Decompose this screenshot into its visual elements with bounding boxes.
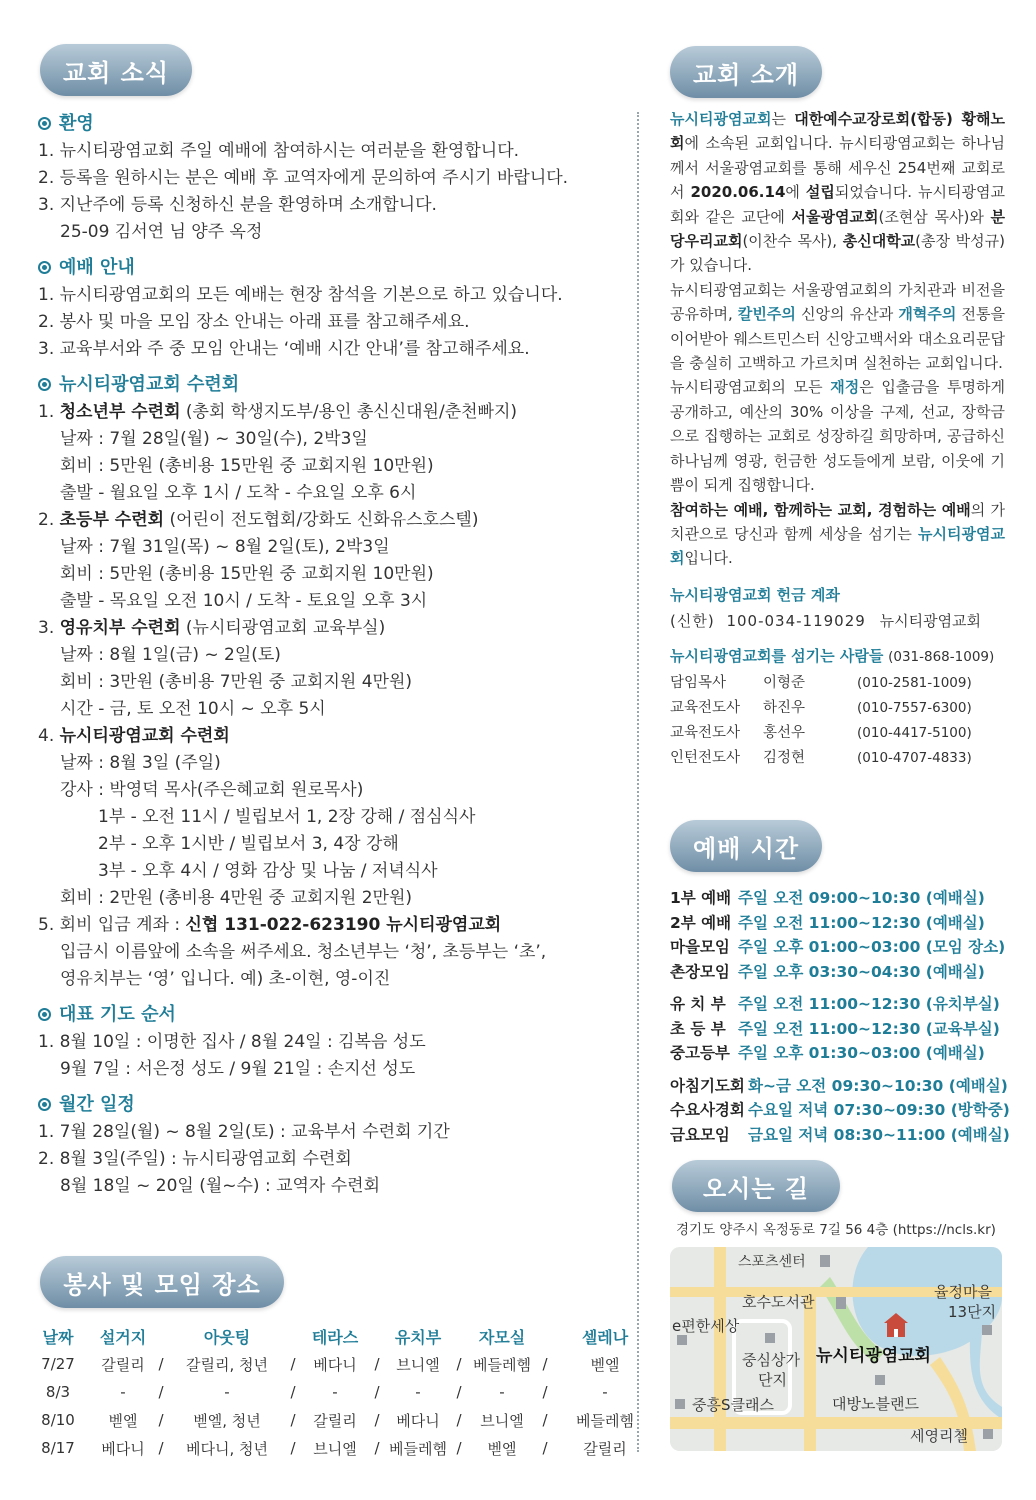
schedule-row (670, 992, 1010, 1017)
offering-block (670, 583, 1005, 634)
schedule-row (670, 1074, 1010, 1099)
schedule-value: 주일 오전 11:00~12:30 (예배실) (738, 913, 985, 932)
staff-title: 뉴시티광염교회를 섬기는 사람들 (670, 646, 884, 665)
retreat-youth (38, 399, 628, 426)
serve-separator: / (158, 1439, 164, 1457)
news-column (38, 110, 628, 1200)
retreat-detail: 회비 : 3만원 (총비용 7만원 중 교회지원 4만원) (60, 672, 413, 692)
serve-separator: / (158, 1383, 164, 1401)
welcome-line: 1. 뉴시티광염교회 주일 예배에 참여하시는 여러분을 환영합니다. (38, 141, 520, 161)
intro-highlight: 칼빈주의 (737, 305, 796, 324)
intro-bold: 분당우리교회 (670, 207, 1005, 251)
serve-cell: 8/3 (45, 1383, 71, 1401)
serve-cell: 갈릴리 (583, 1439, 627, 1458)
serve-cell: 벧엘 (108, 1411, 138, 1430)
retreat-name: 초등부 수련회 (59, 510, 165, 530)
schedule-value: 수요일 저녁 07:30~09:30 (방학중) (748, 1101, 1010, 1119)
welcome-line: 2. 등록을 원하시는 분은 예배 후 교역자에게 문의하여 주시기 바랍니다. (38, 168, 569, 188)
bullet-icon (38, 378, 51, 391)
serve-header-cell: 아웃팅 (203, 1327, 251, 1347)
map-label-yuljeong-2: 13단지 (948, 1303, 997, 1321)
header-directions: 오시는 길 (672, 1160, 840, 1212)
staff-table (670, 671, 997, 771)
intro-paragraph (670, 498, 1005, 571)
intro-text-span: 의 가치관으로 당신과 함께 세상을 섬기는 (670, 500, 1005, 543)
column-divider (637, 112, 639, 1452)
staff-title-line (670, 644, 1005, 669)
retreat-elementary (38, 507, 628, 534)
welcome-section (38, 110, 628, 246)
retreat-place: (어린이 전도협회/강화도 신화유스호스텔) (164, 510, 479, 530)
serve-separator (78, 1350, 92, 1378)
retreat-title (38, 371, 628, 399)
monthly-line: 2. 8월 3일(주일) : 뉴시티광염교회 수련회 (38, 1149, 352, 1169)
map-label-mall-1: 중심상가 (742, 1351, 800, 1369)
serve-separator: / (290, 1439, 296, 1457)
map-label-library: 호수도서관 (742, 1293, 815, 1311)
intro-bold: 참여하는 예배, 함께하는 교회, 경험하는 예배 (670, 500, 971, 519)
serve-row (38, 1406, 658, 1434)
staff-role: 교육전도사 (670, 725, 741, 742)
worship-line: 1. 뉴시티광염교회의 모든 예배는 현장 참석을 기본으로 하고 있습니다. (38, 285, 563, 305)
schedule-label: 아침기도회 (670, 1076, 745, 1095)
staff-phone: (010-2581-1009) (857, 675, 972, 692)
serve-separator: / (290, 1411, 296, 1429)
serve-cell: 브니엘 (313, 1439, 357, 1458)
map-label-eplace: e편한세상 (672, 1317, 740, 1335)
serve-cell: 브니엘 (480, 1411, 524, 1430)
intro-text-span: 입니다. (684, 549, 733, 568)
map-label-seyoung: 세영리첼 (910, 1427, 968, 1445)
payment-note: 영유치부는 ‘영’ 입니다. 예) 초-이현, 영-이진 (60, 969, 391, 989)
intro-text-span: 뉴시티광염교회의 모든 (670, 378, 831, 397)
map-label-daebang: 대방노블랜드 (832, 1395, 919, 1413)
serve-header-cell: 날짜 (42, 1327, 74, 1347)
retreat-name: 청소년부 수련회 (59, 402, 181, 422)
retreat-detail: 날짜 : 8월 3일 (주일) (60, 753, 221, 773)
serve-separator: / (290, 1355, 296, 1373)
serve-cell: - (224, 1383, 230, 1401)
worship-title-text: 예배 안내 (59, 257, 135, 278)
serve-separator: / (374, 1355, 380, 1373)
serve-separator (370, 1322, 384, 1350)
serve-cell: - (415, 1383, 421, 1401)
offering-title: 뉴시티광염교회 헌금 계좌 (670, 585, 840, 604)
staff-role: 인턴전도사 (670, 750, 741, 767)
serve-separator: / (456, 1411, 462, 1429)
staff-role: 교육전도사 (670, 700, 741, 717)
schedule-label: 초 등 부 (670, 1019, 726, 1038)
staff-row (670, 696, 997, 721)
serve-cell: 벧엘 (590, 1355, 620, 1374)
map-label-sports-center: 스포츠센터 (738, 1254, 806, 1270)
schedule-row (670, 1098, 1010, 1123)
retreat-detail: 회비 : 5만원 (총비용 15만원 중 교회지원 10만원) (60, 564, 434, 584)
intro-text-span: 은 입출금을 투명하게 공개하고, 예산의 30% 이상을 구제, 선교, 장학금으로 집행하는 교회로 성장하길 희망하며, 공급하신 하나님께 영광, 헌금한 성도들에게 보람, 이웃에 기쁨이 되게 집행합니다. (670, 378, 1005, 495)
map-label-church: 뉴시티광염교회 (816, 1346, 931, 1366)
prayer-section (38, 1001, 628, 1083)
serve-header-cell: 자모실 (478, 1327, 526, 1347)
header-serve-places: 봉사 및 모임 장소 (40, 1256, 284, 1308)
serve-cell: 벧엘, 청년 (193, 1411, 261, 1430)
welcome-line: 25-09 김서연 님 양주 옥정 (60, 222, 263, 242)
intro-text-span: 되었습니다. 뉴시티광염교회와 같은 교단에 (670, 183, 1006, 226)
serve-cell: 베들레헴 (576, 1411, 634, 1430)
staff-phone: (010-4417-5100) (857, 725, 972, 742)
intro-text-span: 전통을 이어받아 웨스트민스터 신앙고백서와 대소요리문답을 충실히 고백하고 가르치며 실천하는 교회입니다. (670, 305, 1005, 373)
staff-name: 홍선우 (763, 725, 806, 742)
serve-separator (78, 1378, 92, 1406)
retreat-detail: 시간 - 금, 토 오전 10시 ~ 오후 5시 (60, 699, 326, 719)
address: 경기도 양주시 옥정동로 7길 56 4층 (https://ncls.kr) (676, 1222, 996, 1238)
bullet-icon (38, 1098, 51, 1111)
map-label-yuljeong-1: 율정마을 (934, 1283, 992, 1301)
serve-header-cell: 테라스 (311, 1327, 359, 1347)
retreat-detail: 회비 : 5만원 (총비용 15만원 중 교회지원 10만원) (60, 456, 434, 476)
intro-highlight: 재정 (830, 378, 860, 397)
retreat-detail: 출발 - 월요일 오후 1시 / 도착 - 수요일 오후 6시 (60, 483, 417, 503)
schedule-row (670, 960, 1010, 985)
item-number: 1. (38, 402, 60, 422)
serve-cell: 갈릴리 (313, 1411, 357, 1430)
intro-text-span: 뉴시티광염교회는 서울광염교회의 가치관과 비전을 공유하며, (670, 280, 1005, 324)
serve-separator (78, 1434, 92, 1462)
schedule-value: 주일 오후 01:30~03:00 (예배실) (738, 1044, 985, 1062)
intro-text-span: 는 (771, 110, 795, 128)
serve-cell: 베다니, 청년 (186, 1439, 268, 1458)
serve-separator: / (158, 1411, 164, 1429)
schedule-row (670, 1041, 1010, 1066)
item-number: 2. (38, 510, 60, 530)
intro-text (670, 107, 1005, 771)
schedule-label: 1부 예배 (670, 889, 732, 907)
retreat-detail: 날짜 : 7월 31일(목) ~ 8월 2일(토), 2박3일 (60, 537, 390, 557)
retreat-detail: 날짜 : 7월 28일(월) ~ 30일(수), 2박3일 (60, 429, 368, 449)
serve-separator (538, 1322, 552, 1350)
prayer-line: 1. 8월 10일 : 이명한 집사 / 8월 24일 : 김복음 성도 (38, 1032, 426, 1052)
retreat-detail: 날짜 : 8월 1일(금) ~ 2일(토) (60, 645, 281, 665)
retreat-church (38, 723, 628, 750)
serve-separator: / (542, 1383, 548, 1401)
intro-text-span: (총장 박성규)가 있습니다. (670, 232, 1005, 275)
payment-note: 입금시 이름앞에 소속을 써주세요. 청소년부는 ‘청’, 초등부는 ‘초’, (60, 942, 547, 962)
header-service-time: 예배 시간 (670, 820, 822, 872)
retreat-program: 3부 - 오후 4시 / 영화 감상 및 나눔 / 저녁식사 (98, 861, 438, 881)
serve-separator: / (456, 1355, 462, 1373)
header-church-intro: 교회 소개 (670, 46, 822, 98)
schedule-value: 금요일 저녁 08:30~11:00 (예배실) (748, 1125, 1010, 1144)
retreat-kinder (38, 615, 628, 642)
serve-cell: - (499, 1383, 505, 1401)
serve-row (38, 1378, 658, 1406)
schedule-value: 주일 오후 03:30~04:30 (예배실) (738, 962, 985, 981)
offering-account: 100-034-119029 (726, 612, 866, 631)
worship-section (38, 254, 628, 363)
staff-phone: (010-7557-6300) (857, 700, 972, 717)
serve-separator: / (374, 1383, 380, 1401)
intro-text-span: (조현삼 목사)와 (878, 207, 991, 226)
serve-separator: / (456, 1439, 462, 1457)
map-label-jungheung: 중흥S클래스 (692, 1396, 774, 1414)
serve-cell: 7/27 (41, 1355, 75, 1373)
staff-name: 김정현 (763, 750, 806, 767)
monthly-title (38, 1091, 628, 1119)
serve-separator (78, 1322, 92, 1350)
intro-highlight: 뉴시티광염교회 (670, 110, 772, 128)
serve-separator: / (542, 1411, 548, 1429)
schedule-value: 주일 오전 09:00~10:30 (예배실) (738, 889, 985, 907)
staff-row (670, 721, 997, 746)
serve-cell: - (332, 1383, 338, 1401)
prayer-title (38, 1001, 628, 1029)
intro-bold: 서울광염교회 (791, 207, 879, 226)
serve-separator: / (374, 1411, 380, 1429)
staff-name: 하진우 (763, 700, 806, 717)
schedule-value: 주일 오후 01:00~03:00 (모임 장소) (738, 938, 1006, 956)
serve-cell: - (120, 1383, 126, 1401)
serve-cell: 벧엘 (487, 1439, 517, 1458)
worship-line: 2. 봉사 및 마을 모임 장소 안내는 아래 표를 참고해주세요. (38, 312, 470, 332)
payment-label: 5. 회비 입금 계좌 : (38, 915, 186, 935)
location-map (670, 1247, 1002, 1451)
retreat-place: (뉴시티광염교회 교육부실) (180, 618, 386, 638)
intro-paragraph (670, 278, 1005, 376)
serve-separator: / (542, 1355, 548, 1373)
schedule-label: 2부 예배 (670, 913, 732, 932)
offering-bank: (신한) (670, 612, 715, 631)
serve-cell: 베들레헴 (473, 1355, 531, 1374)
intro-text-span: (이찬수 목사), (742, 232, 843, 251)
intro-bold: 총신대학교 (842, 232, 916, 251)
retreat-detail: 강사 : 박영덕 목사(주은혜교회 원로목사) (60, 780, 364, 800)
intro-paragraph (670, 375, 1005, 497)
intro-bold: 대한예수교장로회(합동) 황해노회 (670, 110, 1005, 153)
intro-bold: 설립 (805, 183, 835, 202)
schedule-gap (670, 1066, 1010, 1074)
serve-row (38, 1350, 658, 1378)
monthly-line: 1. 7월 28일(월) ~ 8월 2일(토) : 교육부서 수련회 기간 (38, 1122, 450, 1142)
header-church-news: 교회 소식 (40, 44, 192, 96)
serve-cell: 베다니 (396, 1411, 440, 1430)
welcome-line: 3. 지난주에 등록 신청하신 분을 환영하며 소개합니다. (38, 195, 437, 215)
schedule-row (670, 1123, 1010, 1148)
retreat-place: (총회 학생지도부/용인 총신신대원/춘천빠지) (180, 402, 518, 422)
intro-bold: 2020.06.14 (690, 183, 786, 202)
schedule-label: 유 치 부 (670, 995, 726, 1013)
serve-separator (286, 1322, 300, 1350)
monthly-section (38, 1091, 628, 1200)
schedule-value: 주일 오전 11:00~12:30 (교육부실) (738, 1019, 1000, 1038)
bullet-icon (38, 117, 51, 130)
item-number: 3. (38, 618, 60, 638)
staff-row (670, 746, 997, 771)
staff-block (670, 644, 1005, 771)
intro-text-span: 에 (785, 183, 806, 202)
serve-header-cell: 셀레나 (581, 1327, 629, 1347)
offering-account-line (670, 609, 1005, 633)
serve-cell: 베들레헴 (389, 1439, 447, 1458)
intro-text-span: 신앙의 유산과 (795, 305, 899, 324)
church-phone: (031-868-1009) (888, 648, 995, 665)
worship-title (38, 254, 628, 282)
worship-line: 3. 교육부서와 주 중 모임 안내는 ‘예배 시간 안내’를 참고해주세요. (38, 339, 530, 359)
serve-cell: 8/17 (41, 1439, 75, 1457)
serve-cell: 베다니 (101, 1439, 145, 1458)
retreat-name: 영유치부 수련회 (59, 618, 181, 638)
bullet-icon (38, 1008, 51, 1021)
serve-table (38, 1322, 658, 1462)
monthly-title-text: 월간 일정 (59, 1094, 135, 1115)
serve-header-row (38, 1322, 658, 1350)
schedule-label: 중고등부 (670, 1044, 730, 1062)
serve-separator (452, 1322, 466, 1350)
serve-separator: / (374, 1439, 380, 1457)
intro-paragraph (670, 107, 1005, 278)
retreat-detail: 출발 - 목요일 오전 10시 / 도착 - 토요일 오후 3시 (60, 591, 428, 611)
welcome-title-text: 환영 (59, 113, 94, 134)
staff-phone: (010-4707-4833) (857, 750, 972, 767)
serve-header-cell: 유치부 (394, 1327, 442, 1347)
intro-highlight: 뉴시티광염교회 (670, 524, 1005, 568)
retreat-section (38, 371, 628, 993)
retreat-title-text: 뉴시티광염교회 수련회 (59, 374, 240, 395)
payment-account: 신협 131-022-623190 뉴시티광염교회 (185, 915, 502, 935)
staff-role: 담임목사 (670, 675, 727, 692)
offering-holder: 뉴시티광염교회 (879, 612, 982, 631)
schedule-value: 화~금 오전 09:30~10:30 (예배실) (748, 1076, 1008, 1095)
retreat-name: 뉴시티광염교회 수련회 (59, 726, 230, 746)
serve-row (38, 1434, 658, 1462)
retreat-program: 1부 - 오전 11시 / 빌립보서 1, 2장 강해 / 점심식사 (98, 807, 476, 827)
schedule-gap (670, 984, 1010, 992)
schedule-row (670, 935, 1010, 960)
item-number: 4. (38, 726, 60, 746)
serve-cell: - (602, 1383, 608, 1401)
service-schedule (670, 886, 1010, 1147)
prayer-title-text: 대표 기도 순서 (59, 1004, 176, 1025)
serve-separator: / (456, 1383, 462, 1401)
serve-cell: 베다니 (313, 1355, 357, 1374)
intro-text-span: 에 소속된 교회입니다. 뉴시티광염교회는 하나님께서 서울광염교회를 통해 세우신 254번째 교회로서 (670, 134, 1005, 202)
staff-row (670, 671, 997, 696)
schedule-row (670, 911, 1010, 936)
retreat-detail: 회비 : 2만원 (총비용 4만원 중 교회지원 2만원) (60, 888, 413, 908)
serve-separator (78, 1406, 92, 1434)
prayer-line: 9월 7일 : 서은정 성도 / 9월 21일 : 손지선 성도 (60, 1059, 416, 1079)
map-label-mall-2: 단지 (758, 1371, 787, 1389)
serve-separator: / (290, 1383, 296, 1401)
serve-cell: 8/10 (41, 1411, 75, 1429)
schedule-label: 촌장모임 (670, 962, 730, 981)
retreat-payment (38, 912, 628, 939)
serve-separator: / (158, 1355, 164, 1373)
serve-cell: 갈릴리 (101, 1355, 145, 1374)
schedule-label: 마을모임 (670, 938, 730, 956)
staff-name: 이형준 (763, 675, 806, 692)
retreat-program: 2부 - 오후 1시반 / 빌립보서 3, 4장 강해 (98, 834, 399, 854)
monthly-line: 8월 18일 ~ 20일 (월~수) : 교역자 수련회 (60, 1176, 381, 1196)
schedule-row (670, 1017, 1010, 1042)
serve-cell: 갈릴리, 청년 (186, 1355, 268, 1374)
serve-separator: / (542, 1439, 548, 1457)
schedule-value: 주일 오전 11:00~12:30 (유치부실) (738, 995, 1000, 1013)
schedule-label: 금요모임 (670, 1125, 730, 1144)
schedule-row (670, 886, 1010, 911)
intro-highlight: 개혁주의 (898, 305, 957, 324)
serve-cell: 브니엘 (396, 1355, 440, 1374)
serve-header-cell: 설거지 (99, 1327, 147, 1347)
welcome-title (38, 110, 628, 138)
bullet-icon (38, 261, 51, 274)
schedule-label: 수요사경회 (670, 1101, 745, 1119)
serve-separator (154, 1322, 168, 1350)
